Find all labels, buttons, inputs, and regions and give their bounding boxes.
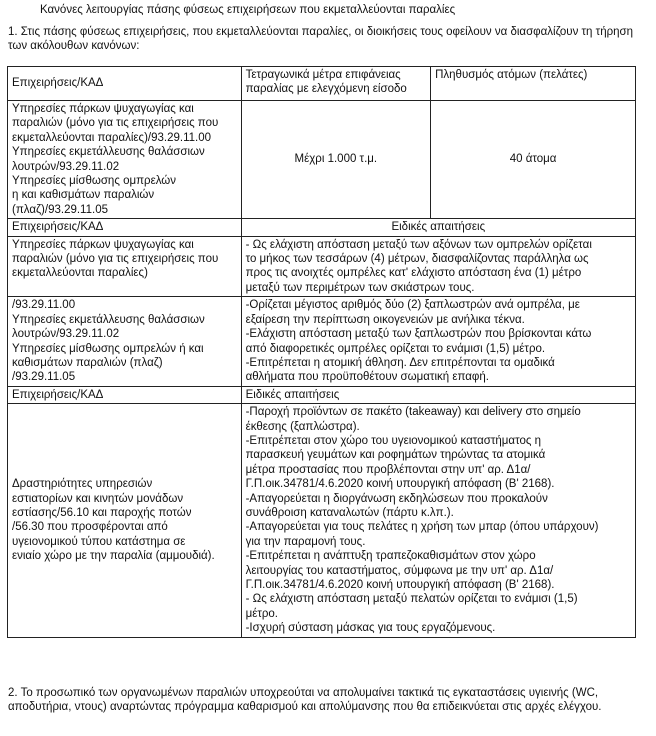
header-area: Τετραγωνικά μέτρα επιφάνειας παραλίας με ελεγχόμενη είσοδο <box>241 67 431 101</box>
requirement-line: συνάθροιση καταναλωτών (πάρτυ κ.λπ.). <box>245 506 454 519</box>
kad-cell <box>8 236 242 297</box>
kad-line: παραλιών (μόνο για τις επιχειρήσεις που <box>12 253 219 266</box>
kad-line: Δραστηριότητες υπηρεσιών <box>12 478 153 491</box>
requirement-line: μεταξύ των περιμέτρων των σκιάστρων τους. <box>245 281 475 294</box>
table-row <box>8 297 636 386</box>
requirement-line: - Ως ελάχιστη απόσταση μεταξύ πελατών ορίζεται το ενάμισι (1,5) <box>245 593 578 606</box>
kad-line: εκμεταλλεύονται παραλίες)/93.29.11.00 <box>12 131 212 144</box>
requirement-line: -Παροχή προϊόντων σε πακέτο (takeaway) και delivery στο σημείο <box>245 406 581 419</box>
requirement-line: -Επιτρέπεται η ανάπτυξη τραπεζοκαθισμάτων στον χώρο <box>245 550 536 563</box>
requirement-line: εξαίρεση την περίπτωση οικογενειών με ανήλικα τέκνα. <box>245 313 525 326</box>
table-header-row <box>8 386 636 403</box>
kad-line: Υπηρεσίες πάρκων ψυχαγωγίας και <box>12 238 194 251</box>
requirement-line: παρασκευή γευμάτων και ροφημάτων τηρώντας τα ατομικά <box>245 449 546 462</box>
requirements-cell <box>241 297 635 386</box>
requirement-line: -Ελάχιστη απόσταση μεταξύ των ξαπλωστρών που βρίσκονται κάτω <box>245 328 592 341</box>
kad-line: (πλαζ)/93.29.11.05 <box>12 203 108 216</box>
kad-line: υγειονομικού τύπου κατάστημα σε <box>12 535 186 548</box>
kad-line: ενιαίο χώρο με την παραλία (αμμουδιά). <box>12 550 215 563</box>
requirement-line: -Ισχυρή σύσταση μάσκας για τους εργαζόμενους. <box>245 622 496 635</box>
kad-line: λουτρών/93.29.11.02 <box>12 328 120 341</box>
requirement-line: -Επιτρέπεται στον χώρο του υγειονομικού καταστήματος η <box>245 434 541 447</box>
requirements-cell <box>241 236 635 297</box>
kad-cell <box>8 404 242 638</box>
kad-line: λουτρών/93.29.11.02 <box>12 160 120 173</box>
header-requirements: Ειδικές απαιτήσεις <box>241 386 635 403</box>
kad-line: Υπηρεσίες μίσθωσης ομπρελών ή και <box>12 342 204 355</box>
table-row <box>8 101 636 219</box>
document-heading: Κανόνες λειτουργίας πάσης φύσεως επιχειρήσεων που εκμεταλλεύονται παραλίες <box>40 4 456 16</box>
table-row <box>8 236 636 297</box>
requirement-line: από διαφορετικές ομπρέλες ορίζεται το ενάμισι (1,5) μέτρο. <box>245 342 546 355</box>
requirement-line: για την παραμονή τους. <box>245 535 366 548</box>
requirement-line: Γ.Π.οικ.34781/4.6.2020 κοινή υπουργική απόφαση (Β' 2168). <box>245 478 555 491</box>
table-header-row <box>8 67 636 101</box>
kad-line: Υπηρεσίες εκμετάλλευσης θαλάσσιων <box>12 313 205 326</box>
requirement-line: μέτρο. <box>245 607 279 620</box>
kad-line: καθισμάτων παραλιών (πλαζ) <box>12 356 163 369</box>
kad-line: /93.29.11.00 <box>12 299 76 312</box>
people-cell: 40 άτομα <box>431 101 636 219</box>
kad-line: /56.30 που προσφέρονται από <box>12 521 168 534</box>
header-people: Πληθυσμός ατόμων (πελάτες) <box>431 67 636 101</box>
kad-line: /93.29.11.05 <box>12 371 76 384</box>
kad-cell <box>8 297 242 386</box>
kad-line: εστίασης/56.10 και παροχής ποτών <box>12 506 192 519</box>
requirement-line: -Ορίζεται μέγιστος αριθμός δύο (2) ξαπλωστρών ανά ομπρέλα, με <box>245 299 580 312</box>
area-cell: Μέχρι 1.000 τ.μ. <box>241 101 431 219</box>
rules-table <box>7 66 636 638</box>
requirement-line: λειτουργίας του καταστήματος, σύμφωνα με την υπ' αρ. Δ1α/ <box>245 564 554 577</box>
kad-line: η και καθισμάτων παραλιών <box>12 189 155 202</box>
requirement-line: -Επιτρέπεται η ατομική άθληση. Δεν επιτρέπονται τα ομαδικά <box>245 356 555 369</box>
header-requirements: Ειδικές απαιτήσεις <box>241 219 635 236</box>
requirement-line: μέτρα προστασίας που προβλέπονται στην υπ' αρ. Δ1α/ <box>245 463 531 476</box>
kad-line: Υπηρεσίες εκμετάλλευσης θαλάσσιων <box>12 146 205 159</box>
kad-line: Υπηρεσίες πάρκων ψυχαγωγίας και <box>12 103 194 115</box>
requirement-line: -Απαγορεύεται για τους πελάτες η χρήση των μπαρ (όπου υπάρχουν) <box>245 521 599 534</box>
kad-cell <box>8 101 242 219</box>
kad-line: Υπηρεσίες μίσθωσης ομπρελών <box>12 175 176 188</box>
footer-paragraph: 2. Το προσωπικό των οργανωμένων παραλιών υποχρεούται να απολυμαίνει τακτικά τις εγκαταστάσεις υγιεινής (WC, αποδυτήρια, ντους) αναρτώντας πρόγραμμα καθαρισμού και απολύμανσης που θα επιδεικνύεται στις αρχές ελέγχου. <box>8 687 602 714</box>
kad-line: εκμεταλλεύονται παραλίες) <box>12 267 148 280</box>
kad-line: παραλιών (μόνο για τις επιχειρήσεις που <box>12 117 219 130</box>
requirement-line: έκθεσης (ξαπλώστρα). <box>245 420 360 433</box>
requirement-line: αθλήματα που προϋποθέτουν σωματική επαφή. <box>245 371 489 384</box>
kad-line: εστιατορίων και κινητών μονάδων <box>12 492 184 505</box>
requirement-line: -Απαγορεύεται η διοργάνωση εκδηλώσεων που προκαλούν <box>245 492 548 505</box>
requirement-line: το μήκος των τεσσάρων (4) μέτρων, διασφαλίζοντας παράλληλα ως <box>245 253 589 266</box>
requirement-line: - Ως ελάχιστη απόσταση μεταξύ των αξόνων των ομπρελών ορίζεται <box>245 238 592 251</box>
requirement-line: Γ.Π.οικ.34781/4.6.2020 κοινή υπουργική απόφαση (Β' 2168). <box>245 579 555 591</box>
table-header-row <box>8 219 636 236</box>
header-kad: Επιχειρήσεις/ΚΑΔ <box>8 386 242 403</box>
intro-paragraph: 1. Στις πάσης φύσεως επιχειρήσεις, που εκμεταλλεύονται παραλίες, οι διοικήσεις τους οφείλουν να διασφαλίζουν τη τήρηση των ακόλουθων κανόνων: <box>8 26 634 53</box>
header-kad: Επιχειρήσεις/ΚΑΔ <box>8 219 242 236</box>
requirements-cell <box>241 404 635 638</box>
header-kad: Επιχειρήσεις/ΚΑΔ <box>8 67 242 101</box>
requirement-line: προς τις ανοιχτές ομπρέλες κατ' ελάχιστο απόσταση ένα (1) μέτρο <box>245 267 582 280</box>
table-row <box>8 404 636 638</box>
